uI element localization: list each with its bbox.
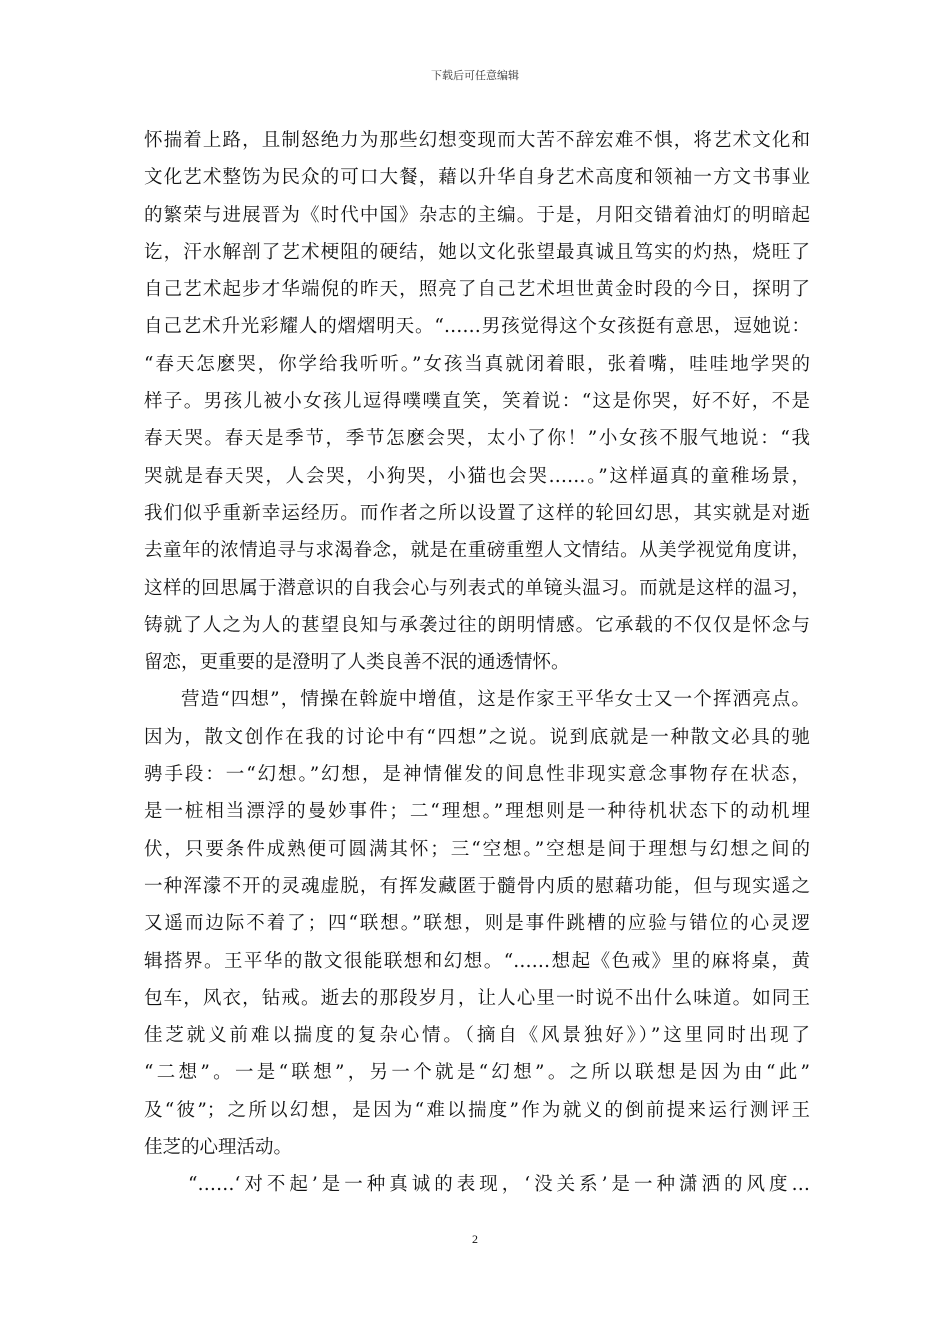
text-line: 讫，汗水解剖了艺术梗阻的硬结，她以文化张望最真诚且笃实的灼热，烧旺了 [144, 241, 810, 263]
paragraph-end-line: 留恋，更重要的是澄明了人类良善不泯的通透情怀。 [144, 652, 570, 674]
text-line: 辑搭界。王平华的散文很能联想和幻想。“……想起《色戒》里的麻将桌，黄 [144, 950, 810, 972]
text-line: 骋手段：一“幻想。”幻想，是神情催发的间息性非现实意念事物存在状态， [144, 764, 810, 786]
text-line: 是一桩相当漂浮的曼妙事件；二“理想。”理想则是一种待机状态下的动机埋 [144, 801, 810, 823]
text-line: 铸就了人之为人的葚望良知与承袭过往的朗明情感。它承载的不仅仅是怀念与 [144, 614, 810, 636]
text-line: 样子。男孩儿被小女孩儿逗得噗噗直笑，笑着说：“这是你哭，好不好，不是 [144, 391, 810, 413]
text-line: 我们似乎重新幸运经历。而作者之所以设置了这样的轮回幻思，其实就是对逝 [144, 502, 810, 524]
text-line: 去童年的浓情追寻与求渴眷念，就是在重磅重塑人文情结。从美学视觉角度讲， [144, 540, 810, 562]
text-line: 一种浑濛不开的灵魂虚脱，有挥发藏匿于髓骨内质的慰藉功能，但与现实遥之 [144, 875, 810, 897]
text-line: 这样的回思属于潜意识的自我会心与列表式的单镜头温习。而就是这样的温习， [144, 577, 810, 599]
text-line: 怀揣着上路，且制怒绝力为那些幻想变现而大苦不辞宏难不惧，将艺术文化和 [144, 130, 810, 151]
text-line: 伏，只要条件成熟便可圆满其怀；三“空想。”空想是间于理想与幻想之间的 [144, 838, 810, 860]
text-line: 及“彼”；之所以幻想，是因为“难以揣度”作为就义的倒前提来运行测评王 [144, 1099, 810, 1121]
page-header: 下载后可任意编辑 [431, 69, 519, 82]
text-line: 因为，散文创作在我的讨论中有“四想”之说。说到底就是一种散文必具的驰 [144, 726, 810, 748]
text-line: 自己艺术起步才华端倪的昨天，照亮了自己艺术坦世黄金时段的今日，探明了 [144, 279, 810, 301]
body-text [144, 122, 810, 1204]
text-line: 的繁荣与进展晋为《时代中国》杂志的主编。于是，月阳交错着油灯的明暗起 [144, 204, 810, 226]
paragraph-start-line: “……‘对不起’是一种真诚的表现，‘没关系’是一种潇洒的风度… [188, 1174, 810, 1196]
text-line: 春天哭。春天是季节，季节怎麽会哭，太小了你！”小女孩不服气地说：“我 [144, 428, 810, 450]
text-line: 文化艺术整饬为民众的可口大餐，藉以升华自身艺术高度和领袖一方文书事业 [144, 167, 810, 189]
text-line: 包车，风衣，钻戒。逝去的那段岁月，让人心里一时说不出什么味道。如同王 [144, 987, 810, 1009]
page-number: 2 [472, 1232, 478, 1246]
text-line: 佳芝就义前难以揣度的复杂心情。（摘自《风景独好》）”这里同时出现了 [144, 1025, 810, 1047]
paragraph-start-line: 营造“四想”，情操在斡旋中增值，这是作家王平华女士又一个挥洒亮点。 [181, 689, 810, 711]
text-line: 又遥而边际不着了；四“联想。”联想，则是事件跳槽的应验与错位的心灵逻 [144, 913, 810, 935]
text-line: 哭就是春天哭，人会哭，小狗哭，小猫也会哭……。”这样逼真的童稚场景， [144, 465, 810, 487]
text-line: 自己艺术升光彩耀人的熠熠明天。“……男孩觉得这个女孩挺有意思，逗她说： [144, 316, 810, 338]
text-line: “春天怎麽哭，你学给我听听。”女孩当真就闭着眼，张着嘴，哇哇地学哭的 [144, 353, 810, 375]
paragraph-end-line: 佳芝的心理活动。 [144, 1137, 293, 1159]
text-line: “二想”。一是“联想”，另一个就是“幻想”。之所以联想是因为由“此” [144, 1062, 810, 1084]
